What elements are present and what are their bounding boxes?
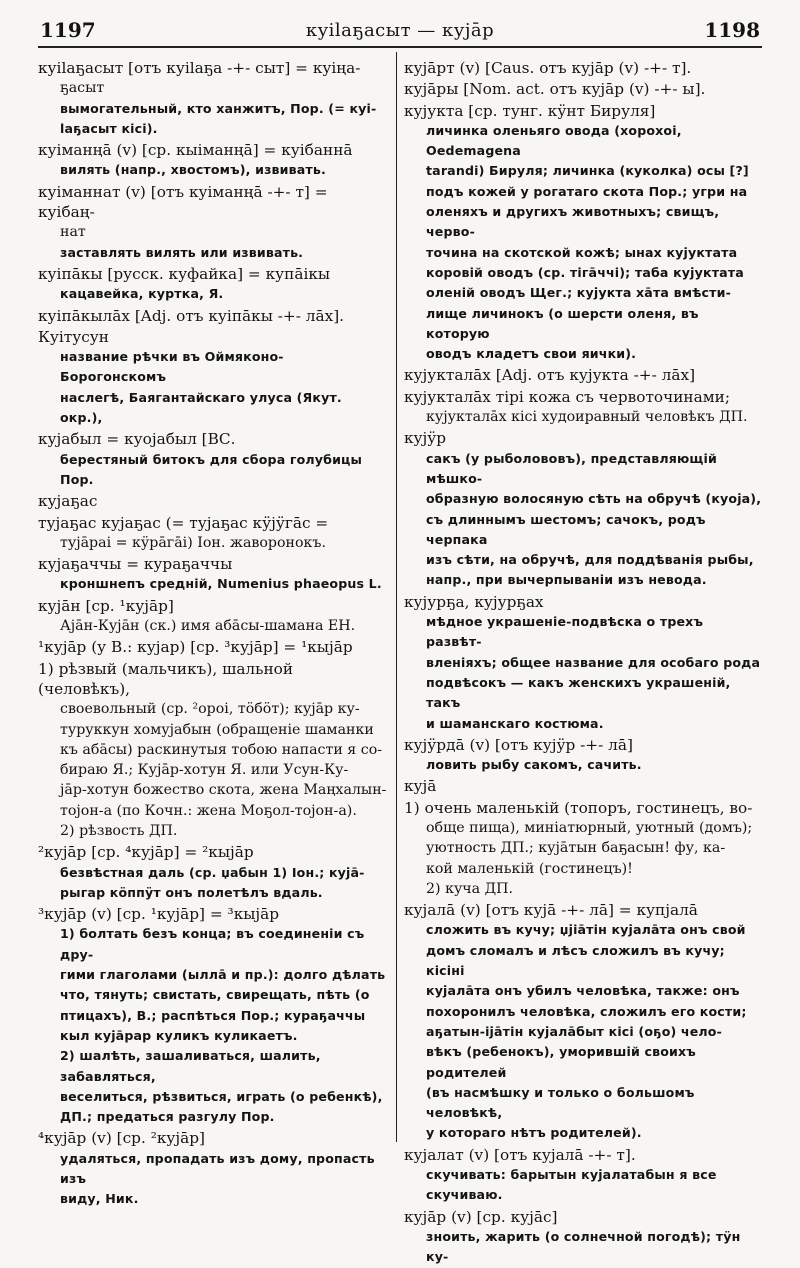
entry-headword-line: куіманңā (v) [ср. кыіманңā] = куібаннā	[38, 141, 353, 160]
dictionary-entry	[38, 554, 388, 595]
entry-definition-line: веселиться, рѣзвиться, играть (о ребенкѣ),	[60, 1088, 383, 1104]
entry-definition-line: скучивать: барытын кујалатабын я все	[426, 1167, 717, 1183]
entry-headword-line: кујукталāх [Adj. отъ кујукта -+- лāх]	[404, 366, 696, 385]
entry-example-line: уютность ДП.; кујāтын баҕасын! фу, ка-	[426, 840, 726, 857]
dictionary-entry	[38, 637, 388, 657]
entry-definition-line: точина на скотской кожѣ; ынах кујуктата	[426, 244, 738, 260]
entry-headword-line: ²кујāр [ср. ⁴кујāр] = ²кыјāр	[38, 843, 254, 862]
entry-definition-line: съ длиннымъ шестомъ; сачокъ, родъ черпака	[426, 511, 706, 547]
entry-example-line: кой маленькій (гостинецъ)!	[426, 860, 633, 877]
entry-definition-line: образную волосяную сѣть на обручѣ (куоја),	[426, 491, 762, 507]
entry-headword-line: кујалат (v) [отъ кујалā -+- т].	[404, 1145, 636, 1164]
entry-definition-line: кујалāта онъ убилъ человѣка, также: онъ	[426, 983, 740, 999]
entry-definition-line: название рѣчки въ Оймяконо-Борогонскомъ	[60, 349, 284, 385]
entry-headword-line: кујурҕа, кујурҕах	[404, 592, 544, 611]
entry-headword-line: кујāры [Nom. act. отъ кујāр (v) -+- ы].	[404, 80, 706, 99]
dictionary-entry	[404, 900, 762, 1144]
entry-definition-line: удаляться, пропадать изъ дому, пропасть изъ	[60, 1150, 375, 1187]
entry-definition-line: ловить рыбу сакомъ, сачить.	[426, 757, 642, 773]
entry-example-line: нат	[60, 224, 86, 241]
dictionary-entry	[38, 659, 388, 842]
entry-definition-line: (въ насмѣшку и только о большомъ человѣкѣ,	[426, 1084, 695, 1121]
dictionary-entry	[404, 365, 762, 385]
entry-definition-line: сложить въ кучу; џјіāтін кујалāта онъ свой	[426, 922, 746, 938]
entry-definition-line: наслегѣ, Баягантайскаго улуса (Якут. окр.),	[60, 389, 342, 426]
entry-definition-line: 1) болтать безъ конца; въ соединеніи съ дру-	[60, 926, 365, 962]
dictionary-entry	[38, 306, 388, 326]
entry-definition-line: скучиваю.	[426, 1187, 503, 1203]
dictionary-entry	[38, 491, 388, 511]
dictionary-entry	[404, 798, 762, 899]
entry-definition-line: аҕатын-іјāтін кујалāбыт кісі (оҕо) чело-	[426, 1023, 722, 1039]
page-number-left: 1197	[40, 18, 96, 42]
entry-definition-line: сакъ (у рыболововъ), представляющій мѣшко-	[426, 450, 717, 486]
entry-example-line: тојон-а (по Кочн.: жена Моҕол-тојон-а).	[60, 802, 357, 819]
entry-headword-line: кујабыл = куојабыл [ВС.	[38, 430, 236, 449]
entry-definition-line: коровій оводъ (ср. тігāччі); таба кујуктата	[426, 264, 744, 280]
entry-definition-line: оленій оводъ Щег.; кујукта хāта вмѣсти-	[426, 285, 731, 301]
entry-definition-line: вымогательный, кто ханжитъ, Пор. (= куі-	[60, 100, 377, 116]
entry-headword-line: 1) очень маленькій (топоръ, гостинецъ, во-	[404, 798, 753, 817]
dictionary-entry	[38, 182, 388, 263]
entry-example-line: Ајāн-Кујāн (ск.) имя абāсы-шамана ЕН.	[60, 618, 356, 635]
entry-definition-line: подвѣсокъ — какъ женскихъ украшеній, такъ	[426, 674, 731, 711]
entry-headword-line: кујаҕас	[38, 492, 98, 511]
entry-headword-line: тујаҕас кујаҕас (= тујаҕас кӱјӱгāс =	[38, 513, 329, 532]
entry-example-line: ҕасыт	[60, 80, 105, 97]
entry-example-line: 2) рѣзвость ДП.	[60, 822, 178, 839]
dictionary-entry	[38, 327, 388, 428]
entry-definition-line: ДП.; предаться разгулу Пор.	[60, 1109, 275, 1125]
entry-definition-line: вѣкъ (ребенокъ), уморившій своихъ родителей	[426, 1044, 696, 1080]
entry-headword-line: 1) рѣзвый (мальчикъ), шальной (человѣкъ),	[38, 659, 294, 698]
entry-definition-line: кацавейка, куртка, Я.	[60, 286, 224, 302]
dictionary-entry	[38, 140, 388, 181]
entry-example-line: кујукталāх кісі худоиравный человѣкъ ДП.	[426, 409, 748, 426]
dictionary-entry	[404, 58, 762, 78]
entry-definition-line: и шаманскаго костюма.	[426, 715, 604, 731]
entry-headword-line: кујалā (v) [отъ кујā -+- лā] = купјалā	[404, 901, 698, 920]
entry-headword-line: кујӱр	[404, 429, 447, 448]
entry-headword-line: Куітусун	[38, 327, 109, 346]
entry-definition-line: lаҕасыт кісі).	[60, 120, 158, 136]
entry-headword-line: кујāрт (v) [Caus. отъ кујāр (v) -+- т].	[404, 59, 692, 77]
column-divider	[396, 52, 397, 1142]
entry-definition-line: рыгар кӧппӱт онъ полетѣлъ вдаль.	[60, 884, 323, 900]
entry-example-line: своевольный (ср. ²ороі, тӧбӧт); кујāр ку-	[60, 701, 360, 718]
dictionary-entry	[38, 1128, 388, 1209]
entry-definition-line: птицахъ), В.; распѣться Пор.; кураҕаччы	[60, 1007, 366, 1023]
entry-example-line: къ абāсы) раскинутыя тобою напасти я со-	[60, 741, 383, 758]
entry-headword-line: кујāн [ср. ¹кујāр]	[38, 596, 174, 615]
entry-definition-line: заставлять вилять или извивать.	[60, 244, 304, 260]
entry-example-line: туруккун хомујабын (обращеніе шаманки	[60, 721, 374, 738]
page-header	[38, 14, 762, 48]
entry-definition-line: лище личинокъ (о шерсти оленя, въ которую	[426, 305, 699, 341]
entry-headword-line: кујӱрдā (v) [отъ кујӱр -+- лā]	[404, 735, 633, 754]
dictionary-entry	[38, 513, 388, 554]
entry-headword-line: кујаҕаччы = кураҕаччы	[38, 555, 233, 574]
entry-example-line: јāр-хотун божество скота, жена Маңхалын-	[60, 782, 387, 799]
entry-headword-line: кујā	[404, 777, 437, 796]
dictionary-entry	[404, 592, 762, 734]
entry-definition-line: похоронилъ человѣка, сложилъ его кости;	[426, 1003, 747, 1019]
entry-definition-line: зноить, жарить (о солнечной погодѣ); тӱн ку-	[426, 1228, 741, 1265]
entry-definition-line: безвѣстная даль (ср. џабын 1) Іон.; кујā-	[60, 864, 365, 880]
dictionary-entry	[38, 264, 388, 305]
dictionary-entry	[404, 735, 762, 776]
dictionary-entry	[404, 79, 762, 99]
entry-definition-line: изъ сѣти, на обручѣ, для поддѣванія рыбы,	[426, 552, 754, 568]
entry-example-line: тујāраі = кӱрāгāі) Іон. жаворонокъ.	[60, 534, 326, 551]
entry-example-line: бираю Я.; Кујāр-хотун Я. или Усун-Ку-	[60, 762, 349, 779]
entry-definition-line: мѣдное украшеніе-подвѣска о трехъ развѣт-	[426, 614, 704, 650]
dictionary-entry	[38, 58, 388, 139]
dictionary-entry	[38, 429, 388, 490]
entry-definition-line: напр., при вычерпываніи изъ невода.	[426, 572, 707, 588]
dictionary-entry	[38, 904, 388, 1127]
entry-definition-line: берестяный битокъ для сбора голубицы Пор.	[60, 451, 363, 487]
entry-definition-line: что, тянуть; свистать, свирещать, пѣть (о	[60, 987, 370, 1003]
entry-definition-line: оводъ кладетъ свои яички).	[426, 346, 637, 362]
entry-definition-line: кыл кујāрар куликъ куликаетъ.	[60, 1027, 298, 1043]
entry-definition-line: у котораго нѣтъ родителей).	[426, 1125, 642, 1141]
page-number-right: 1198	[704, 18, 760, 42]
dictionary-entry	[404, 101, 762, 365]
entry-definition-line: гими глаголами (ыллā и пр.): долго дѣлать	[60, 967, 386, 983]
left-column	[38, 58, 388, 1207]
entry-headword-line: кујāр (v) [ср. кујāс]	[404, 1207, 558, 1226]
dictionary-entry	[404, 428, 762, 590]
running-title: куіlаҕасыт — кујāр	[305, 20, 495, 41]
entry-definition-line: домъ сломалъ и лѣсъ сложилъ въ кучу; кісіні	[426, 942, 725, 979]
entry-definition-line: вилять (напр., хвостомъ), извивать.	[60, 162, 326, 178]
entry-headword-line: ⁴кујāр (v) [ср. ²кујāр]	[38, 1129, 206, 1148]
entry-headword-line: кујукталāх тірі кожа съ червоточинами;	[404, 387, 730, 406]
entry-definition-line: подъ кожей у рогатаго скота Пор.; угри на	[426, 183, 748, 199]
entry-example-line: обще пища), миніатюрный, уютный (домъ);	[426, 819, 753, 836]
entry-definition-line: tarandi) Бируля; личинка (куколка) осы [?]	[426, 163, 749, 179]
dictionary-entry	[404, 1207, 762, 1268]
dictionary-entry	[38, 596, 388, 637]
entry-definition-line: оленяхъ и другихъ животныхъ; свищъ, черво-	[426, 204, 720, 240]
entry-headword-line: куіпāкылāх [Adj. отъ куіпāкы -+- лāх].	[38, 306, 345, 325]
entry-headword-line: куіlаҕасыт [отъ куіlаҕа -+- сыт] = куіңа-	[38, 59, 361, 77]
right-column	[404, 58, 762, 1265]
dictionary-entry	[404, 387, 762, 428]
entry-headword-line: куіманнат (v) [отъ куіманңā -+- т] = куібаң-	[38, 182, 328, 222]
entry-headword-line: ¹кујāр (у В.: кујар) [ср. ³кујāр] = ¹кыјāр	[38, 638, 353, 657]
dictionary-entry	[38, 842, 388, 903]
dictionary-entry	[404, 1145, 762, 1206]
entry-definition-line: личинка оленьяго овода (хорохоі, Oedemagena	[426, 122, 682, 159]
entry-example-line: 2) куча ДП.	[426, 880, 514, 897]
entry-headword-line: кујукта [ср. тунг. кӱнт Бируля]	[404, 101, 656, 120]
entry-definition-line: виду, Ник.	[60, 1191, 139, 1207]
entry-headword-line: ³кујāр (v) [ср. ¹кујāр] = ³кыјāр	[38, 905, 280, 924]
entry-headword-line: куіпāкы [русск. куфайка] = купāікы	[38, 264, 331, 283]
entry-definition-line: вленіяхъ; общее название для особаго рода	[426, 654, 761, 670]
entry-definition-line: 2) шалѣть, зашаливаться, шалить, забавляться,	[60, 1048, 321, 1084]
entry-definition-line: кроншнепъ средній, Numenius phaeopus L.	[60, 576, 382, 592]
dictionary-entry	[404, 776, 762, 796]
